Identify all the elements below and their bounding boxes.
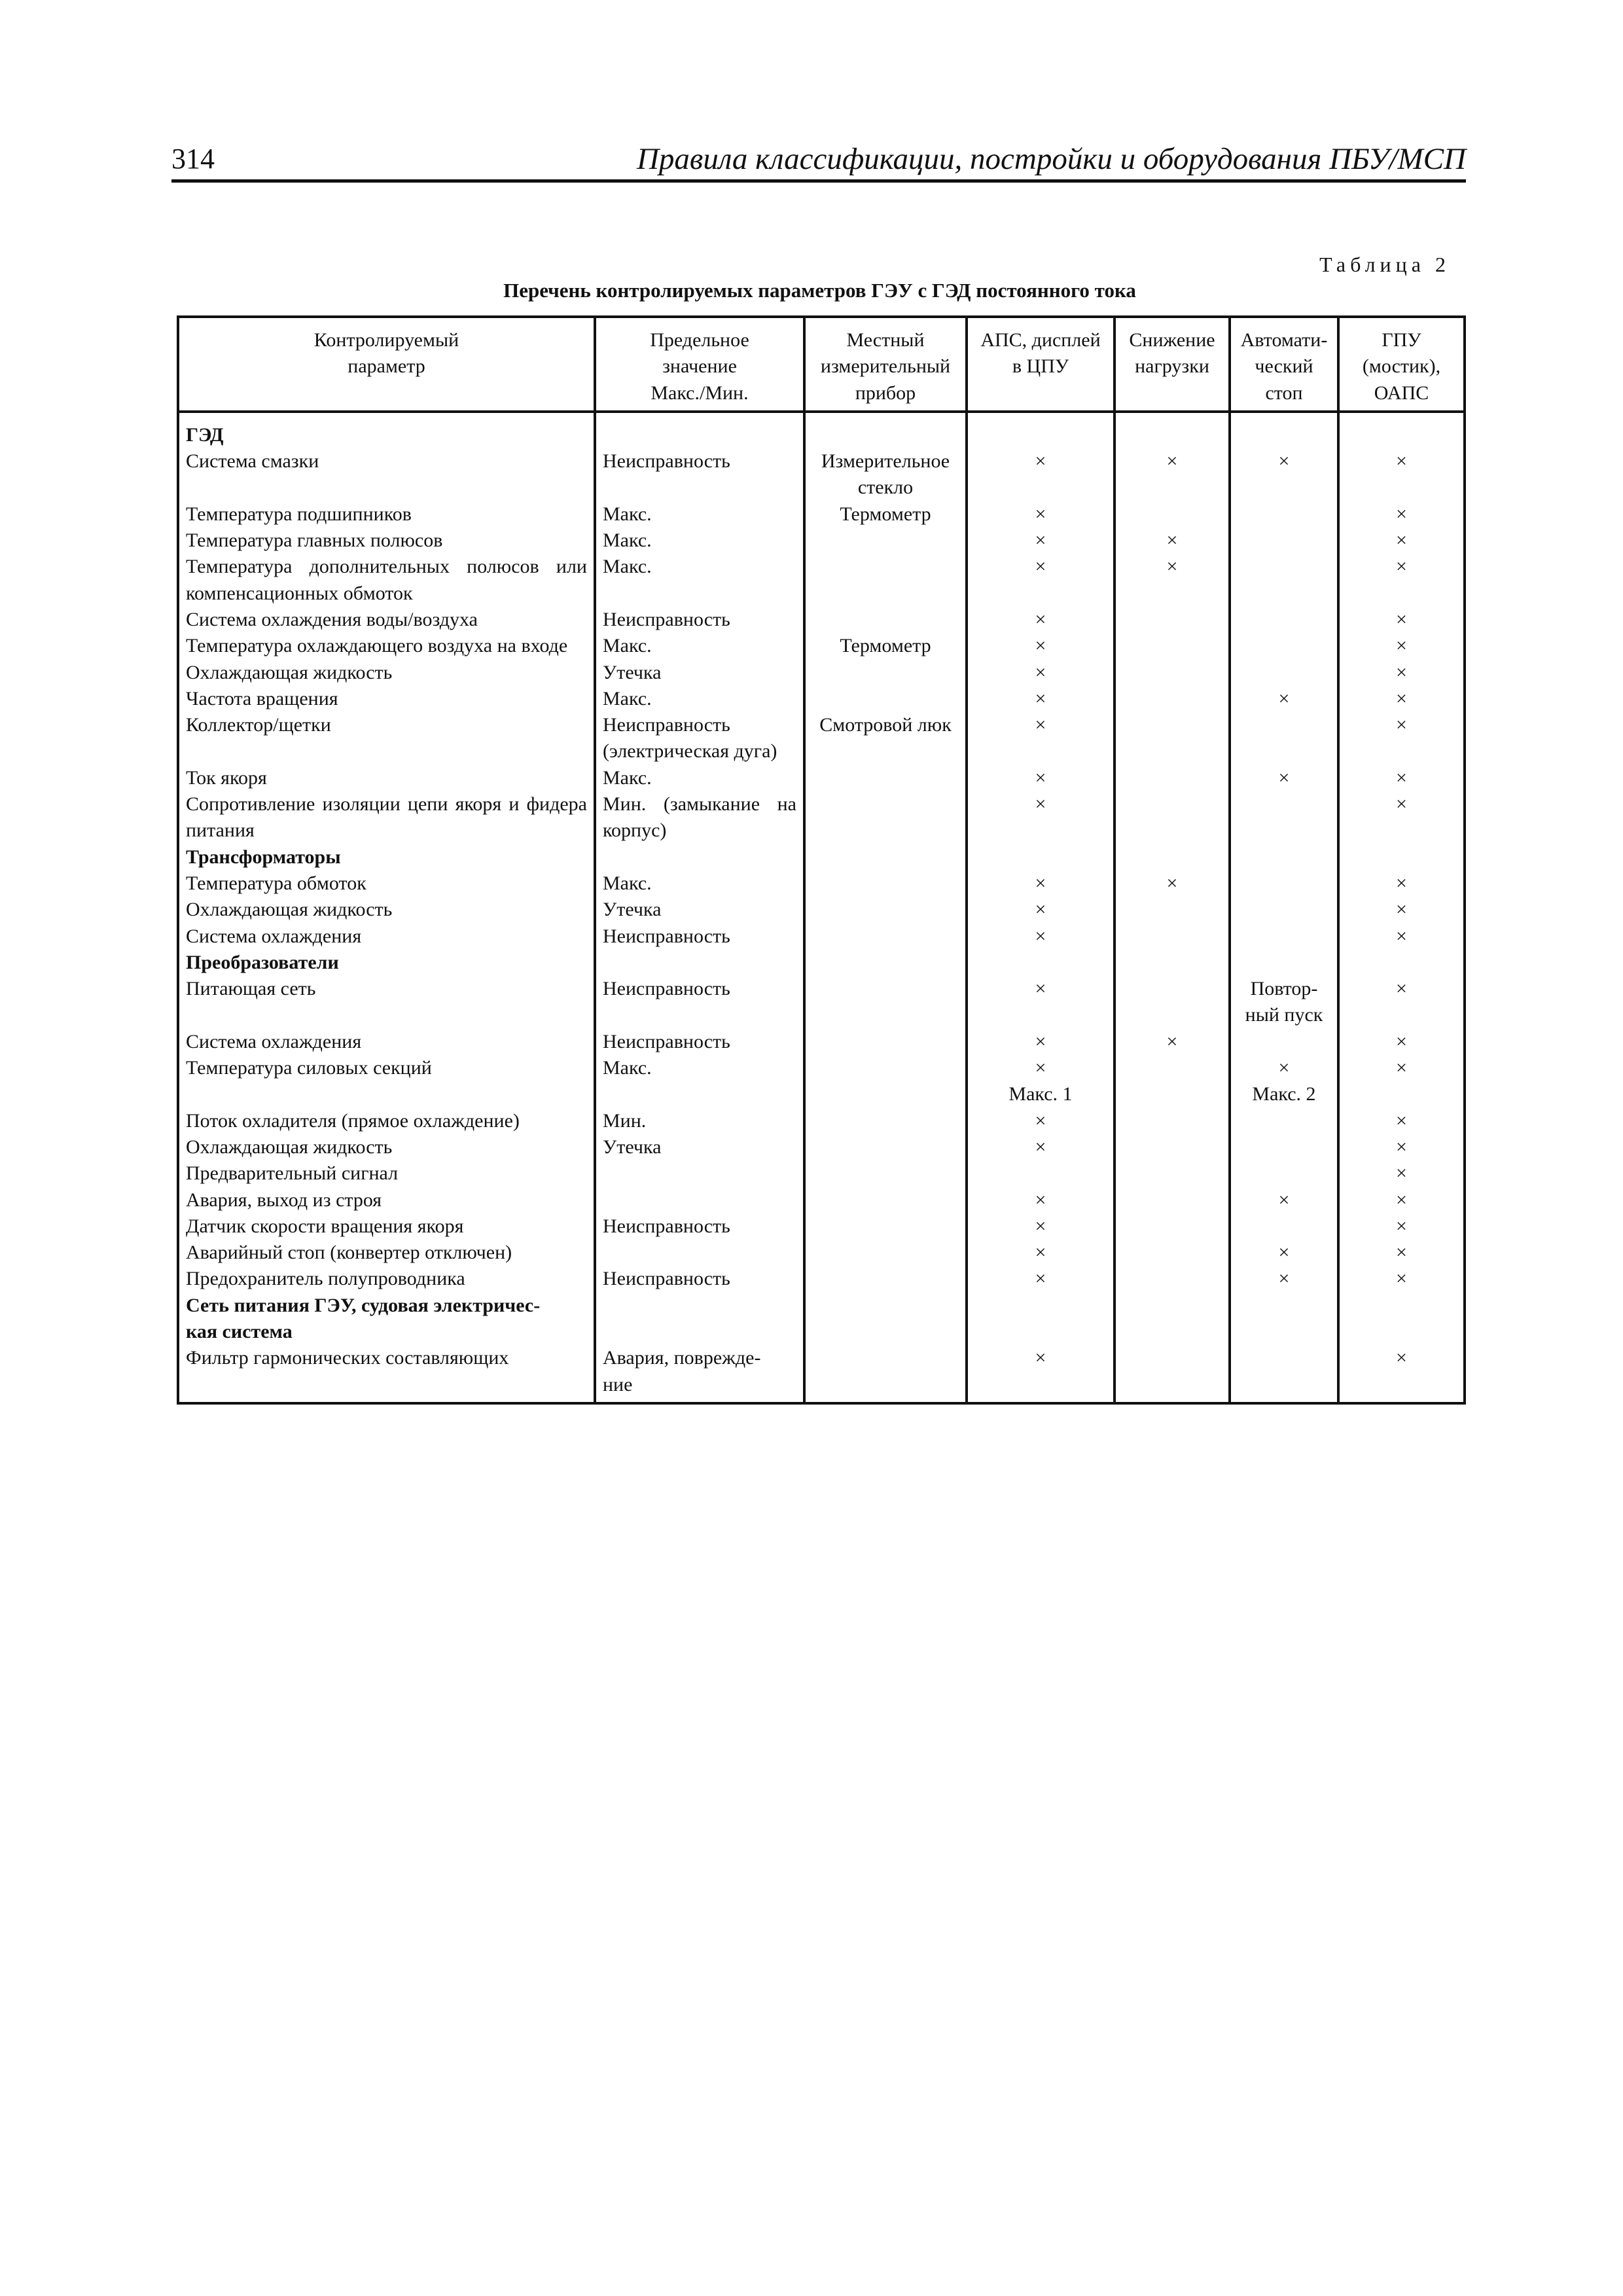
table-cell — [1115, 501, 1230, 528]
section-row — [178, 950, 1465, 976]
table-cell: × — [1338, 501, 1465, 528]
table-cell — [1230, 1108, 1338, 1134]
table-row — [178, 1134, 1465, 1160]
table-cell: Утечка — [595, 660, 804, 686]
table-cell: × — [967, 791, 1115, 844]
column-header: Предельное значение Макс./Мин. — [595, 317, 804, 412]
table-cell — [595, 1160, 804, 1187]
parameters-table — [177, 315, 1466, 1405]
table-cell — [804, 897, 967, 923]
table-cell — [1230, 1134, 1338, 1160]
table-cell — [1230, 554, 1338, 607]
table-cell: × — [967, 1213, 1115, 1240]
table-cell — [1115, 607, 1230, 633]
table-cell — [804, 844, 967, 870]
table-row — [178, 1160, 1465, 1187]
table-cell — [1115, 1240, 1230, 1266]
table-row — [178, 448, 1465, 501]
table-row — [178, 897, 1465, 923]
table-row — [178, 1055, 1465, 1108]
table-cell: × — [967, 501, 1115, 528]
table-cell: × — [967, 660, 1115, 686]
table-cell: × — [967, 924, 1115, 950]
table-cell: × — [967, 1108, 1115, 1134]
table-cell: × — [967, 870, 1115, 897]
table-row — [178, 1029, 1465, 1055]
parameter-name: Температура дополнительных полюсов или компенсационных обмоток — [178, 554, 595, 607]
table-cell: × — [967, 448, 1115, 501]
column-header: Снижение нагрузки — [1115, 317, 1230, 412]
parameter-name: Охлаждающая жидкость — [178, 1134, 595, 1160]
table-cell: × — [1338, 1240, 1465, 1266]
table-cell: Неисправность — [595, 1029, 804, 1055]
table-cell: × — [1338, 1055, 1465, 1108]
parameter-name: Коллектор/щетки — [178, 712, 595, 765]
table-cell: × — [967, 607, 1115, 633]
table-cell — [804, 765, 967, 791]
table-cell — [595, 1293, 804, 1346]
table-cell: Макс. — [595, 528, 804, 554]
table-cell: × — [1338, 712, 1465, 765]
table-cell: × — [1230, 1240, 1338, 1266]
table-cell: × — [967, 1240, 1115, 1266]
table-cell: × — [1338, 554, 1465, 607]
table-cell: Утечка — [595, 897, 804, 923]
table-cell — [804, 924, 967, 950]
table-cell — [804, 660, 967, 686]
table-cell: × — [1338, 686, 1465, 712]
table-cell — [1230, 1293, 1338, 1346]
table-cell: Утечка — [595, 1134, 804, 1160]
table-cell — [1115, 844, 1230, 870]
table-cell — [595, 950, 804, 976]
table-cell: × — [1230, 448, 1338, 501]
table-cell — [1115, 686, 1230, 712]
table-cell — [1230, 633, 1338, 659]
table-row — [178, 1213, 1465, 1240]
table-cell: × — [1338, 1266, 1465, 1292]
table-row — [178, 924, 1465, 950]
table-row — [178, 712, 1465, 765]
parameter-name: Предварительный сигнал — [178, 1160, 595, 1187]
table-cell: × — [967, 1029, 1115, 1055]
table-cell — [804, 976, 967, 1029]
column-header: АПС, дисплей в ЦПУ — [967, 317, 1115, 412]
section-heading: Трансформаторы — [178, 844, 595, 870]
table-cell — [1230, 1160, 1338, 1187]
table-cell — [1115, 791, 1230, 844]
table-cell — [804, 686, 967, 712]
table-cell — [1115, 1187, 1230, 1213]
table-cell: × — [1338, 1029, 1465, 1055]
table-cell — [967, 412, 1115, 448]
parameter-name: Система охлаждения — [178, 1029, 595, 1055]
table-cell — [1115, 660, 1230, 686]
table-cell: × — [1115, 528, 1230, 554]
table-cell: × — [967, 976, 1115, 1029]
table-cell: × — [967, 686, 1115, 712]
parameter-name: Датчик скорости вращения якоря — [178, 1213, 595, 1240]
parameter-name: Температура обмоток — [178, 870, 595, 897]
table-cell — [804, 870, 967, 897]
table-cell — [804, 950, 967, 976]
table-cell — [1338, 412, 1465, 448]
parameter-name: Ток якоря — [178, 765, 595, 791]
table-cell — [1115, 1345, 1230, 1403]
table-cell: × Макс. 2 — [1230, 1055, 1338, 1108]
table-cell — [1115, 1108, 1230, 1134]
table-cell — [804, 1055, 967, 1108]
table-row — [178, 1108, 1465, 1134]
table-cell — [967, 1293, 1115, 1346]
table-cell: × — [1338, 660, 1465, 686]
table-cell: × — [1115, 448, 1230, 501]
table-cell — [804, 1240, 967, 1266]
table-cell: Макс. — [595, 686, 804, 712]
table-row — [178, 1345, 1465, 1403]
table-cell — [804, 1266, 967, 1292]
table-cell — [1230, 607, 1338, 633]
table-cell: × — [1338, 448, 1465, 501]
table-cell — [1230, 791, 1338, 844]
table-cell: × — [1230, 1266, 1338, 1292]
parameter-name: Температура силовых секций — [178, 1055, 595, 1108]
table-cell — [804, 791, 967, 844]
table-body — [178, 412, 1465, 1403]
table-cell: Неисправность — [595, 976, 804, 1029]
table-cell — [1230, 712, 1338, 765]
table-row — [178, 660, 1465, 686]
table-cell: × — [1338, 1213, 1465, 1240]
parameter-name: Предохранитель полупроводника — [178, 1266, 595, 1292]
table-cell: × — [1338, 791, 1465, 844]
parameter-name: Система охлаждения — [178, 924, 595, 950]
table-cell: × — [967, 1134, 1115, 1160]
table-cell: × — [967, 1345, 1115, 1403]
parameter-name: Система смазки — [178, 448, 595, 501]
table-cell: × — [1338, 528, 1465, 554]
table-cell: × — [967, 1187, 1115, 1213]
table-cell — [1115, 897, 1230, 923]
table-cell: × Макс. 1 — [967, 1055, 1115, 1108]
section-heading: Преобразователи — [178, 950, 595, 976]
table-cell: × — [967, 1266, 1115, 1292]
parameter-name: Поток охладителя (прямое охлаждение) — [178, 1108, 595, 1134]
table-cell — [1230, 501, 1338, 528]
table-row — [178, 686, 1465, 712]
table-cell: Макс. — [595, 501, 804, 528]
table-cell — [804, 1160, 967, 1187]
table-cell: × — [967, 528, 1115, 554]
table-cell — [1230, 897, 1338, 923]
table-row — [178, 554, 1465, 607]
parameter-name: Фильтр гармонических составляющих — [178, 1345, 595, 1403]
table-cell: Мин. (замыкание на корпус) — [595, 791, 804, 844]
table-cell: × — [1115, 870, 1230, 897]
table-cell — [804, 1293, 967, 1346]
table-cell: × — [1338, 976, 1465, 1029]
table-cell — [967, 1160, 1115, 1187]
table-cell: × — [1338, 1108, 1465, 1134]
table-cell: × — [1338, 765, 1465, 791]
table-cell — [595, 1240, 804, 1266]
table-cell — [1230, 1345, 1338, 1403]
parameter-name: Охлаждающая жидкость — [178, 660, 595, 686]
table-cell: Термометр — [804, 501, 967, 528]
table-cell — [1115, 412, 1230, 448]
table-cell: Термометр — [804, 633, 967, 659]
column-header: Автомати- ческий стоп — [1230, 317, 1338, 412]
column-header: Местный измерительный прибор — [804, 317, 967, 412]
table-cell — [1115, 1266, 1230, 1292]
table-row — [178, 1266, 1465, 1292]
table-row — [178, 1240, 1465, 1266]
table-cell — [1338, 1293, 1465, 1346]
table-row — [178, 765, 1465, 791]
table-cell: × — [1115, 1029, 1230, 1055]
table-cell — [804, 607, 967, 633]
table-cell: Макс. — [595, 870, 804, 897]
table-cell — [1230, 1029, 1338, 1055]
table-cell — [1115, 1293, 1230, 1346]
page-number: 314 — [171, 143, 215, 175]
table-row — [178, 870, 1465, 897]
parameter-name: Температура подшипников — [178, 501, 595, 528]
parameter-name: Питающая сеть — [178, 976, 595, 1029]
table-cell — [595, 412, 804, 448]
table-cell: × — [967, 554, 1115, 607]
table-cell: × — [1338, 633, 1465, 659]
table-cell — [1230, 870, 1338, 897]
table-cell — [1115, 1213, 1230, 1240]
table-cell: Авария, поврежде- ние — [595, 1345, 804, 1403]
table-cell — [967, 844, 1115, 870]
table-cell — [1230, 1213, 1338, 1240]
table-cell: × — [967, 712, 1115, 765]
table-cell — [1115, 633, 1230, 659]
parameter-name: Авария, выход из строя — [178, 1187, 595, 1213]
section-heading: Сеть питания ГЭУ, судовая электричес- кая система — [178, 1293, 595, 1346]
table-cell — [804, 412, 967, 448]
parameter-name: Температура главных полюсов — [178, 528, 595, 554]
table-cell: Повтор- ный пуск — [1230, 976, 1338, 1029]
table-cell: Неисправность — [595, 924, 804, 950]
table-cell: Мин. — [595, 1108, 804, 1134]
table-header-row — [178, 317, 1465, 412]
table-cell — [804, 1029, 967, 1055]
table-row — [178, 607, 1465, 633]
table-cell: × — [1115, 554, 1230, 607]
running-title: Правила классификации, постройки и оборудования ПБУ/МСП — [636, 142, 1466, 176]
table-cell — [1115, 1134, 1230, 1160]
table-cell — [804, 554, 967, 607]
table-cell — [967, 950, 1115, 976]
parameter-name: Сопротивление изоляции цепи якоря и фидера питания — [178, 791, 595, 844]
table-title: Перечень контролируемых параметров ГЭУ с ГЭД постоянного тока — [503, 279, 1136, 302]
section-row — [178, 1293, 1465, 1346]
column-header: ГПУ (мостик), ОАПС — [1338, 317, 1465, 412]
table-cell — [1338, 844, 1465, 870]
table-cell: Неисправность — [595, 1213, 804, 1240]
table-row — [178, 633, 1465, 659]
table-cell: Неисправность (электрическая дуга) — [595, 712, 804, 765]
table-cell — [1230, 528, 1338, 554]
table-cell — [804, 528, 967, 554]
column-header: Контролируемый параметр — [178, 317, 595, 412]
table-cell — [804, 1345, 967, 1403]
section-row — [178, 412, 1465, 448]
table-cell: × — [1338, 1160, 1465, 1187]
table-cell: Смотровой люк — [804, 712, 967, 765]
table-cell — [1230, 660, 1338, 686]
table-cell — [595, 1187, 804, 1213]
table-cell: × — [1338, 897, 1465, 923]
table-cell: × — [1338, 1345, 1465, 1403]
table-cell — [804, 1108, 967, 1134]
parameter-name: Охлаждающая жидкость — [178, 897, 595, 923]
table-row — [178, 501, 1465, 528]
table-cell: × — [967, 765, 1115, 791]
section-row — [178, 844, 1465, 870]
table-cell — [804, 1187, 967, 1213]
table-cell: × — [1230, 686, 1338, 712]
table-cell — [1230, 924, 1338, 950]
section-heading: ГЭД — [178, 412, 595, 448]
table-cell — [1230, 844, 1338, 870]
table-cell: × — [1338, 870, 1465, 897]
table-cell — [1115, 712, 1230, 765]
table-cell — [595, 844, 804, 870]
table-cell: × — [1338, 924, 1465, 950]
parameter-name: Аварийный стоп (конвертер отключен) — [178, 1240, 595, 1266]
table-row — [178, 528, 1465, 554]
page-header — [171, 140, 1466, 183]
table-cell: × — [1338, 1187, 1465, 1213]
table-cell: × — [1338, 607, 1465, 633]
table-cell — [804, 1213, 967, 1240]
table-cell — [1115, 924, 1230, 950]
table-row — [178, 976, 1465, 1029]
table-cell — [804, 1134, 967, 1160]
table-cell: Макс. — [595, 633, 804, 659]
table-cell: Измерительное стекло — [804, 448, 967, 501]
table-cell — [1115, 1160, 1230, 1187]
table-cell: Макс. — [595, 765, 804, 791]
table-cell: × — [967, 897, 1115, 923]
table-cell — [1338, 950, 1465, 976]
table-cell: Неисправность — [595, 448, 804, 501]
parameter-name: Система охлаждения воды/воздуха — [178, 607, 595, 633]
table-label: Таблица 2 — [1319, 253, 1450, 276]
table-cell: Макс. — [595, 1055, 804, 1108]
table-cell — [1115, 950, 1230, 976]
parameter-name: Температура охлаждающего воздуха на входе — [178, 633, 595, 659]
table-cell — [1230, 412, 1338, 448]
table-cell: Неисправность — [595, 1266, 804, 1292]
table-cell: × — [1230, 765, 1338, 791]
table-row — [178, 1187, 1465, 1213]
table-cell — [1115, 765, 1230, 791]
table-cell — [1115, 976, 1230, 1029]
table-cell — [1230, 950, 1338, 976]
table-cell: × — [1230, 1187, 1338, 1213]
table-cell: Неисправность — [595, 607, 804, 633]
table-cell: × — [967, 633, 1115, 659]
table-cell: Макс. — [595, 554, 804, 607]
parameter-name: Частота вращения — [178, 686, 595, 712]
table-row — [178, 791, 1465, 844]
table-cell: × — [1338, 1134, 1465, 1160]
table-cell — [1115, 1055, 1230, 1108]
